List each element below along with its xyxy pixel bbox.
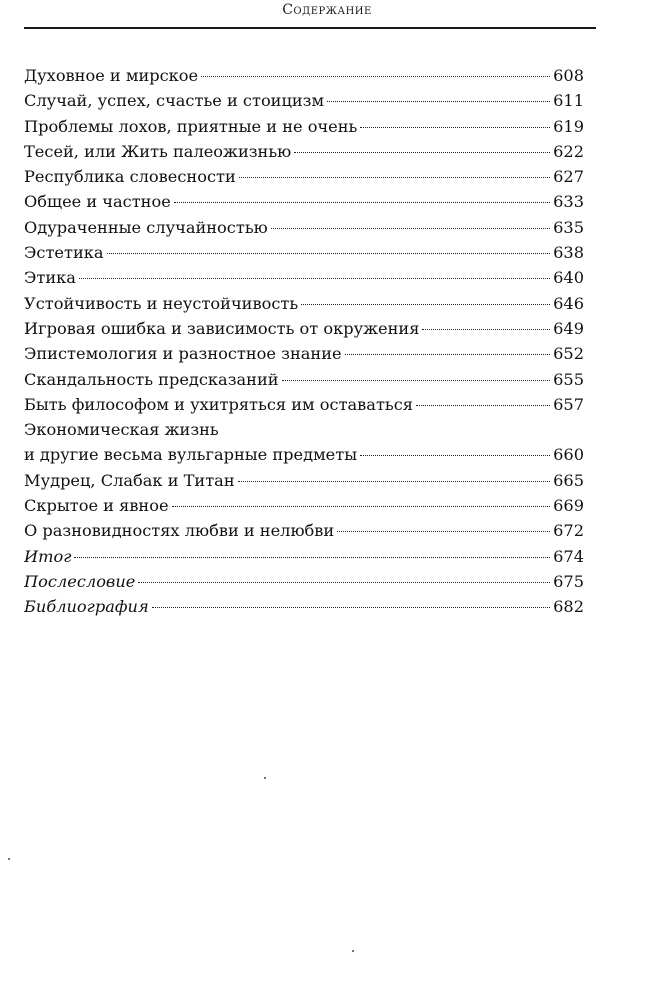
toc-entry[interactable] [24, 392, 584, 417]
dot-leader [282, 379, 551, 381]
toc-entry-title: Одураченные случайностью [24, 217, 268, 237]
toc-entry-title: О разновидностях любви и нелюбви [24, 521, 335, 541]
toc-entry[interactable] [24, 240, 584, 265]
toc-entry-title: Быть философом и ухитряться им оставаться [24, 394, 413, 414]
table-of-contents [24, 63, 584, 620]
running-head: Содержание [282, 2, 372, 18]
toc-entry-page: 640 [553, 268, 584, 288]
dot-leader [360, 126, 550, 128]
dot-leader [360, 454, 550, 456]
toc-entry-page: 646 [553, 293, 584, 313]
toc-entry[interactable] [24, 493, 584, 518]
toc-entry-page: 665 [553, 470, 584, 490]
toc-entry[interactable] [24, 594, 584, 619]
toc-entry-page: 627 [553, 167, 584, 187]
toc-entry-title: Эстетика [24, 243, 104, 263]
toc-entry-title: Итог [24, 546, 72, 566]
toc-entry-title: Игровая ошибка и зависимость от окружения [24, 318, 420, 338]
toc-entry-title: Общее и частное [24, 192, 171, 212]
toc-entry-title: Тесей, или Жить палеожизнью [24, 141, 292, 161]
toc-entry-title: Республика словесности [24, 167, 236, 187]
toc-entry[interactable] [24, 367, 584, 392]
toc-entry[interactable] [24, 139, 584, 164]
toc-entry[interactable] [24, 164, 584, 189]
dot-leader [172, 505, 551, 507]
toc-entry-page: 672 [553, 521, 584, 541]
dot-leader [174, 201, 550, 203]
toc-entry-title: Скрытое и явное [24, 496, 169, 516]
toc-entry[interactable] [24, 569, 584, 594]
dot-leader [238, 480, 550, 482]
toc-entry-page: 660 [553, 445, 584, 465]
paper-speck [352, 950, 354, 952]
dot-leader [416, 404, 550, 406]
toc-entry-title: Устойчивость и неустойчивость [24, 293, 299, 313]
dot-leader [79, 277, 550, 279]
toc-entry-title: Мудрец, Слабак и Титан [24, 470, 235, 490]
toc-entry-page: 675 [553, 571, 584, 591]
toc-entry-page: 622 [553, 141, 584, 161]
dot-leader [294, 151, 550, 153]
toc-entry[interactable] [24, 518, 584, 543]
toc-entry-page: 649 [553, 318, 584, 338]
toc-entry-page: 608 [553, 66, 584, 85]
toc-entry[interactable] [24, 291, 584, 316]
toc-entry[interactable] [24, 417, 584, 468]
toc-entry-title-line1: Экономическая жизнь [24, 420, 219, 440]
toc-entry[interactable] [24, 544, 584, 569]
dot-leader [201, 75, 550, 77]
toc-entry-page: 682 [553, 597, 584, 617]
dot-leader [301, 303, 550, 305]
toc-entry-title: Духовное и мирское [24, 66, 199, 85]
toc-entry-page: 611 [553, 91, 584, 111]
toc-entry-title: Послесловие [24, 571, 136, 591]
toc-entry[interactable] [24, 189, 584, 214]
toc-entry[interactable] [24, 114, 584, 139]
toc-entry[interactable] [24, 468, 584, 493]
toc-entry-title: Случай, успех, счастье и стоицизм [24, 91, 325, 111]
toc-entry[interactable] [24, 265, 584, 290]
dot-leader [107, 252, 551, 254]
dot-leader [74, 556, 550, 558]
dot-leader [327, 100, 550, 102]
dot-leader [239, 176, 550, 178]
paper-speck [8, 858, 10, 860]
header-rule [24, 27, 596, 29]
toc-entry[interactable] [24, 88, 584, 113]
toc-entry-title: Проблемы лохов, приятные и не очень [24, 116, 358, 136]
toc-entry[interactable] [24, 341, 584, 366]
dot-leader [271, 227, 550, 229]
toc-entry[interactable] [24, 215, 584, 240]
toc-entry-page: 655 [553, 369, 584, 389]
dot-leader [138, 581, 550, 583]
paper-speck [264, 777, 266, 779]
dot-leader [152, 606, 550, 608]
toc-entry-page: 638 [553, 243, 584, 263]
toc-entry-page: 657 [553, 394, 584, 414]
toc-entry-page: 619 [553, 116, 584, 136]
dot-leader [345, 353, 551, 355]
toc-entry[interactable] [24, 316, 584, 341]
toc-entry-title: Скандальность предсказаний [24, 369, 279, 389]
toc-entry-page: 652 [553, 344, 584, 364]
toc-entry[interactable] [24, 63, 584, 88]
toc-entry-page: 635 [553, 217, 584, 237]
toc-entry-title: и другие весьма вульгарные предметы [24, 445, 358, 465]
toc-entry-title: Эпистемология и разностное знание [24, 344, 342, 364]
toc-entry-title: Этика [24, 268, 76, 288]
toc-entry-title: Библиография [24, 597, 149, 617]
dot-leader [422, 328, 550, 330]
toc-entry-page: 669 [553, 496, 584, 516]
toc-entry-page: 633 [553, 192, 584, 212]
toc-entry-page: 674 [553, 546, 584, 566]
dot-leader [337, 530, 550, 532]
